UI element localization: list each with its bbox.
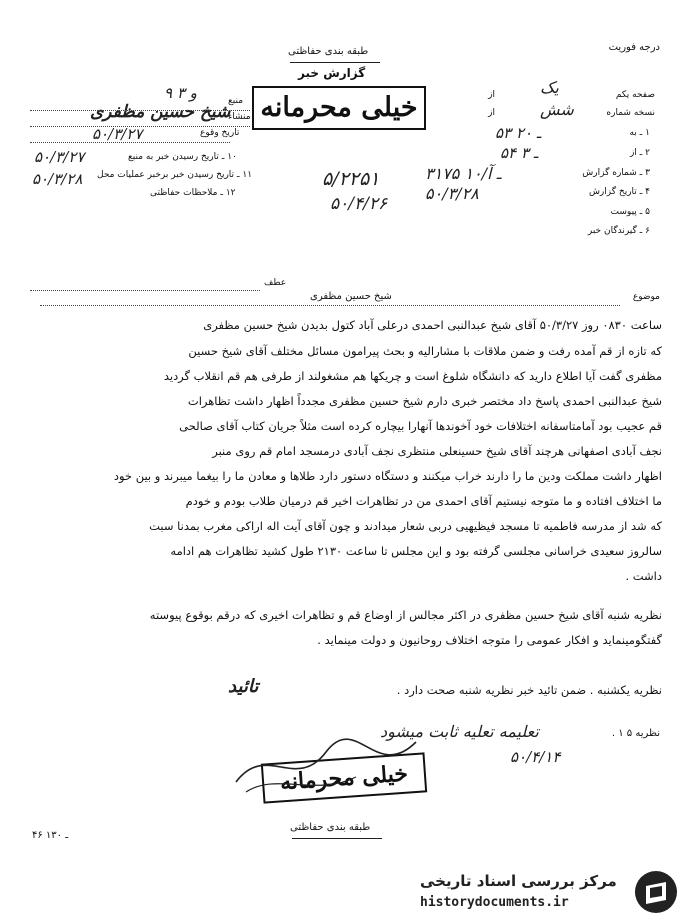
handwritten-copy: شش — [540, 100, 574, 119]
classification-top: طبقه بندی حفاظتی — [288, 46, 369, 57]
form-code: ۴۶ ـ ۱۳۰ — [32, 830, 69, 841]
subject-label: موضوع — [632, 292, 660, 302]
note-sunday-handwritten: تائید — [228, 676, 259, 697]
signature-scribble — [226, 722, 426, 802]
field-source: منبع — [228, 96, 244, 106]
priority-label: درجه فوریت — [608, 42, 660, 53]
note-sunday: نظریه یکشنبه . ضمن تائید خبر نظریه شنبه صحت دارد . — [396, 683, 662, 697]
handwritten-from: ۵۴ ـ ۳ — [500, 144, 539, 162]
body-line: نظریه شنبه آقای شیخ حسین مظفری در اکثر مجالس از اوضاع قم و تظاهرات اخیری که درقم بوقوع پیوسته — [149, 608, 662, 622]
body-line: سالروز سعیدی خراسانی مجلسی گرفته بود و این مجلس تا ساعت ۲۱۳۰ طول کشید تظاهرات هم ادامه — [170, 544, 662, 558]
subject-line — [40, 305, 620, 306]
field-origin: منشاء — [228, 112, 251, 122]
archive-logo-icon — [632, 868, 680, 916]
body-line: مظفری گفت آیا اطلاع دارید که دانشگاه شلوغ است و چریکها هم مشغولند از طرفی هم قم انقلاب گردید — [163, 369, 662, 383]
body-line: ما اختلاف افتاده و ما متوجه نیستیم آقای احمدی من در تظاهرات اخیر قم درمیان طلاب بودم و خودم — [185, 494, 662, 508]
handwritten-source-name: شیخ حسین مظفری — [90, 102, 231, 122]
field-page: صفحه یکم — [615, 90, 655, 100]
classification-stamp: خیلی محرمانه — [252, 86, 426, 130]
classification-bottom: طبقه بندی حفاظتی — [290, 822, 371, 833]
field-to: ۱ ـ به — [629, 128, 650, 138]
handwritten-source-number: ۹ و ۳ — [164, 84, 197, 102]
subject-value: شیخ حسین مظفری — [310, 291, 392, 302]
handwritten-report-number: ۳۱۷۵ ـ آ/۱۰ — [425, 164, 502, 183]
note-2-label: نظریه ۵ ۱ . — [611, 728, 660, 739]
dotted-line — [30, 126, 250, 127]
field-copy-number: نسخه شماره — [606, 108, 655, 118]
handwritten-report-date: ۵۰/۳/۲۸ — [425, 184, 479, 203]
ref-label: عطف — [264, 278, 287, 288]
report-title: گزارش خبر — [298, 66, 366, 80]
dotted-line — [30, 142, 230, 143]
field-from-b: از — [488, 108, 495, 118]
body-line: گفتگومینماید و افکار عمومی را متوجه اختلاف روحانیون و دولت مینماید . — [317, 633, 662, 647]
ref-line — [30, 290, 260, 291]
body-line: قم عجیب بود آمامتاسفانه اختلافات خود آخوندها آنهارا بیچاره کرده است مثلاً جریان کتاب آقای صالحی — [179, 419, 662, 433]
handwritten-code-2: ۵۰/۴/۲۶ — [330, 194, 388, 214]
bottom-handwritten-date: ۵۰/۴/۱۴ — [510, 748, 561, 766]
field-report-number: ۳ ـ شماره گزارش — [582, 168, 650, 178]
field-from: ۲ ـ از — [629, 148, 650, 158]
field-occurrence-date: تاریخ وقوع — [200, 128, 240, 138]
field-attachment: ۵ ـ پیوست — [610, 207, 650, 217]
body-line: ساعت ۰۸۳۰ روز ۵۰/۳/۲۷ آقای شیخ عبدالنبی احمدی درعلی آباد کتول بدیدن شیخ حسین مظفری — [203, 318, 662, 332]
body-line: که تازه از قم آمده رفت و ضمن ملاقات با مشارالیه و بحث پیرامون مسائل مختلف آقای شیخ حسین — [188, 344, 662, 358]
handwritten-occurrence-date: ۵۰/۳/۲۷ — [92, 125, 143, 143]
note-2-handwritten: تعلیمه تعلیه ثابت میشود — [380, 722, 539, 741]
watermark-org: مرکز بررسی اسناد تاریخی — [420, 872, 617, 890]
body-line: که شد از مدرسه فاطمیه تا مسجد فیظیهیی دربی شعار میدادند و چون آقای آیت اله اراکی مغرب بمدنا سبت — [149, 519, 662, 533]
handwritten-code-1: ۵/۲۲۵۱ — [322, 168, 380, 190]
field-security-notes: ۱۲ ـ ملاحظات حفاظتی — [150, 188, 236, 198]
handwritten-to: ۵۳ ـ ۲۰ — [495, 124, 542, 142]
classification-top-underline — [290, 62, 380, 63]
watermark-site: historydocuments.ir — [420, 895, 569, 910]
body-line: داشت . — [625, 569, 662, 583]
body-line: نجف آبادی اصفهانی هرچند آقای شیخ حسینعلی منتظری نجف آبادی درمسجد امام قم روی منبر — [212, 444, 662, 458]
body-line: شیخ عبدالنبی احمدی پاسخ داد مختصر خبری دارم شیخ حسین مظفری مجدداً اظهار داشت تظاهرات — [187, 394, 662, 408]
bottom-classification-stamp: خیلی محرمانه — [261, 752, 427, 803]
handwritten-receive-date: ۵۰/۳/۲۷ — [34, 148, 85, 166]
dotted-line — [30, 110, 250, 111]
classification-bottom-underline — [292, 838, 382, 839]
field-from-a: از — [488, 90, 495, 100]
field-report-date: ۴ ـ تاریخ گزارش — [588, 187, 650, 197]
body-line: اظهار داشت مملکت ودین ما را دارند خراب میکنند و دستگاه دستور دارد طلاها و معادن ما را بیغما میبرند و بین خود — [113, 469, 662, 483]
handwritten-ops-date: ۵۰/۳/۲۸ — [32, 170, 83, 188]
handwritten-page: یک — [540, 78, 559, 97]
field-receive-date: ۱۰ ـ تاریخ رسیدن خبر به منبع — [128, 152, 237, 162]
field-ops-date: ۱۱ ـ تاریخ رسیدن خبر برخبر عملیات محل — [97, 170, 253, 180]
field-recipients: ۶ ـ گیرندگان خبر — [587, 226, 650, 236]
